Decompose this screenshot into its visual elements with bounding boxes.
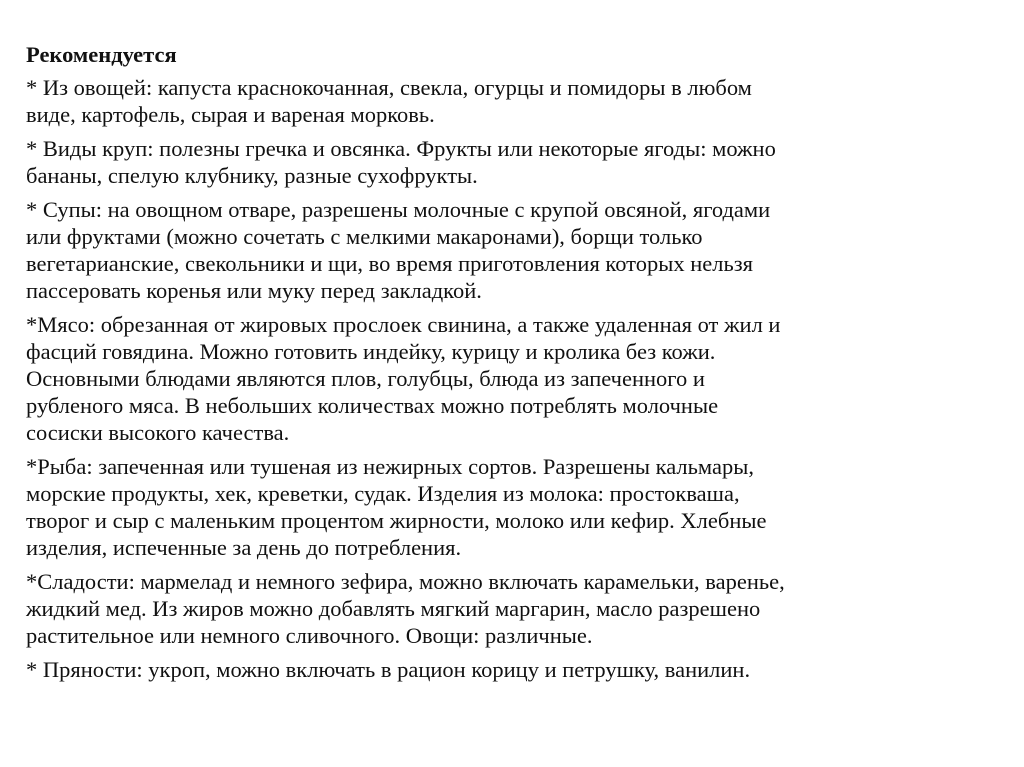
- text-line: * Виды круп: полезны гречка и овсянка. Фрукты или некоторые ягоды: можно: [26, 136, 776, 161]
- text-line: *Сладости: мармелад и немного зефира, можно включать карамельки, варенье,: [26, 569, 785, 594]
- text-line: фасций говядина. Можно готовить индейку, курицу и кролика без кожи.: [26, 339, 716, 364]
- text-line: пассеровать коренья или муку перед закладкой.: [26, 278, 482, 303]
- paragraph-fish-dairy: [26, 453, 1006, 561]
- text-line: рубленого мяса. В небольших количествах можно потреблять молочные: [26, 393, 719, 418]
- text-line: *Рыба: запеченная или тушеная из нежирных сортов. Разрешены кальмары,: [26, 454, 754, 479]
- text-line: изделия, испеченные за день до потребления.: [26, 535, 462, 560]
- slide-heading: Рекомендуется: [26, 42, 177, 67]
- text-line: морские продукты, хек, креветки, судак. Изделия из молока: простокваша,: [26, 481, 740, 506]
- paragraph-sweets-fats: [26, 568, 1006, 649]
- text-line: * Супы: на овощном отваре, разрешены молочные с крупой овсяной, ягодами: [26, 197, 771, 222]
- text-line: бананы, спелую клубнику, разные сухофрукты.: [26, 163, 478, 188]
- paragraph-grains-fruits: [26, 135, 1006, 189]
- text-line: вегетарианские, свекольники и щи, во время приготовления которых нельзя: [26, 251, 753, 276]
- paragraph-spices: [26, 656, 1006, 683]
- text-line: * Из овощей: капуста краснокочанная, свекла, огурцы и помидоры в любом: [26, 75, 752, 100]
- text-line: или фруктами (можно сочетать с мелкими макаронами), борщи только: [26, 224, 703, 249]
- paragraph-vegetables: [26, 74, 1006, 128]
- slide-content: [26, 41, 1006, 690]
- text-line: виде, картофель, сырая и вареная морковь.: [26, 102, 435, 127]
- text-line: сосиски высокого качества.: [26, 420, 290, 445]
- text-line: жидкий мед. Из жиров можно добавлять мягкий маргарин, масло разрешено: [26, 596, 761, 621]
- paragraph-meat: [26, 311, 1006, 446]
- text-line: растительное или немного сливочного. Овощи: различные.: [26, 623, 593, 648]
- text-line: * Пряности: укроп, можно включать в рацион корицу и петрушку, ванилин.: [26, 657, 751, 682]
- paragraph-soups: [26, 196, 1006, 304]
- text-line: *Мясо: обрезанная от жировых прослоек свинина, а также удаленная от жил и: [26, 312, 781, 337]
- text-line: Основными блюдами являются плов, голубцы, блюда из запеченного и: [26, 366, 705, 391]
- text-line: творог и сыр с маленьким процентом жирности, молоко или кефир. Хлебные: [26, 508, 767, 533]
